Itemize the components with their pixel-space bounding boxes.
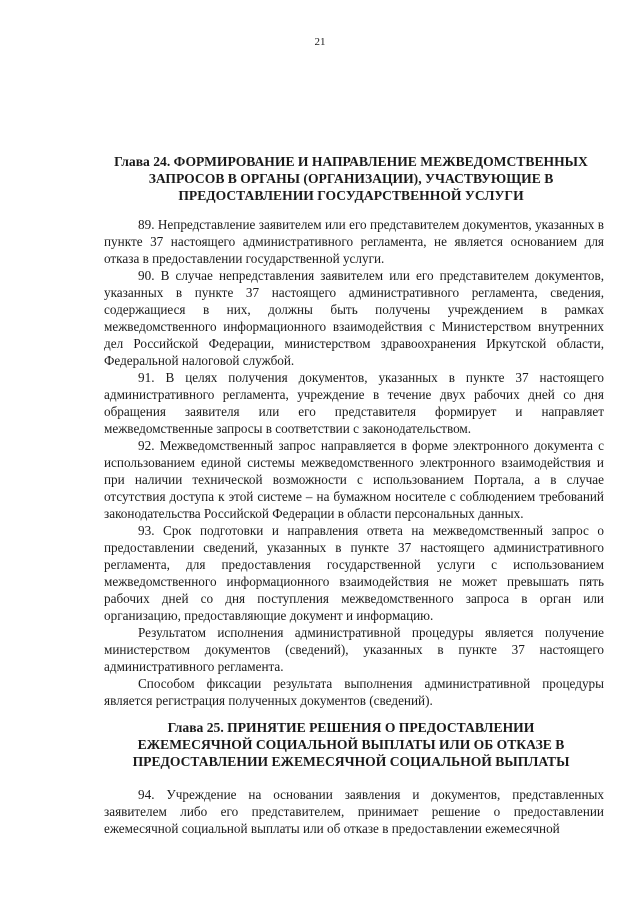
chapter-25-heading xyxy=(98,719,604,770)
chapter-25-body xyxy=(104,786,604,837)
paragraph-92: 92. Межведомственный запрос направляется в форме электронного документа с использованием единой системы межведомственного электронного взаимодействия и при наличии технической возможности с использованием Портала, а в случае отсутствия доступа к этой системе – на бумажном носителе с соблюдением требований законодательства Российской Федерации в области персональных данных. xyxy=(104,438,604,521)
chapter-25-heading-line: Глава 25. ПРИНЯТИЕ РЕШЕНИЯ О ПРЕДОСТАВЛЕНИИ xyxy=(167,720,535,735)
paragraph-89: 89. Непредставление заявителем или его представителем документов, указанных в пункте 37 настоящего административного регламента, не является основанием для отказа в предоставлении государственной услуги. xyxy=(104,217,604,266)
paragraph-94: 94. Учреждение на основании заявления и документов, представленных заявителем либо его представителем, принимает решение о предоставлении ежемесячной социальной выплаты или об отказе в предоставлении ежемесячной xyxy=(104,787,604,836)
paragraph-91: 91. В целях получения документов, указанных в пункте 37 настоящего административного регламента, учреждение в течение двух рабочих дней со дня обращения заявителя или его представителя формирует и направляет межведомственные запросы в соответствии с законодательством. xyxy=(104,370,604,436)
page-number: 21 xyxy=(314,36,326,48)
paragraph-90: 90. В случае непредставления заявителем или его представителем документов, указанных в пункте 37 настоящего административного регламента, сведения, содержащиеся в них, должны быть получены учреждением в рамках межведомственного информационного взаимодействия с Министерством внутренних дел Российской Федерации, министерством здравоохранения Иркутской области, Федеральной налоговой службой. xyxy=(104,268,604,368)
paragraph-fixation: Способом фиксации результата выполнения административной процедуры является регистрация полученных документов (сведений). xyxy=(104,676,604,708)
chapter-25-heading-line: ПРЕДОСТАВЛЕНИИ ЕЖЕМЕСЯЧНОЙ СОЦИАЛЬНОЙ ВЫПЛАТЫ xyxy=(132,754,570,769)
paragraph-result: Результатом исполнения административной процедуры является получение министерством документов (сведений), указанных в пункте 37 настоящего административного регламента. xyxy=(104,625,604,674)
chapter-25-heading-line: ЕЖЕМЕСЯЧНОЙ СОЦИАЛЬНОЙ ВЫПЛАТЫ ИЛИ ОБ ОТКАЗЕ В xyxy=(137,737,565,752)
chapter-24-heading-line: Глава 24. ФОРМИРОВАНИЕ И НАПРАВЛЕНИЕ МЕЖВЕДОМСТВЕННЫХ xyxy=(114,154,588,169)
chapter-24-heading-line: ПРЕДОСТАВЛЕНИИ ГОСУДАРСТВЕННОЙ УСЛУГИ xyxy=(178,188,524,203)
paragraph-93: 93. Срок подготовки и направления ответа на межведомственный запрос о предоставлении сведений, указанных в пункте 37 настоящего административного регламента, для предоставления государственной услуги с использованием межведомственного информационного взаимодействия не может превышать пять рабочих дней со дня поступления межведомственного запроса в орган или организацию, предоставляющие документ и информацию. xyxy=(104,523,604,623)
chapter-24-heading-line: ЗАПРОСОВ В ОРГАНЫ (ОРГАНИЗАЦИИ), УЧАСТВУЮЩИЕ В xyxy=(148,171,554,186)
chapter-24-heading xyxy=(98,153,604,204)
chapter-24-body xyxy=(104,216,604,709)
